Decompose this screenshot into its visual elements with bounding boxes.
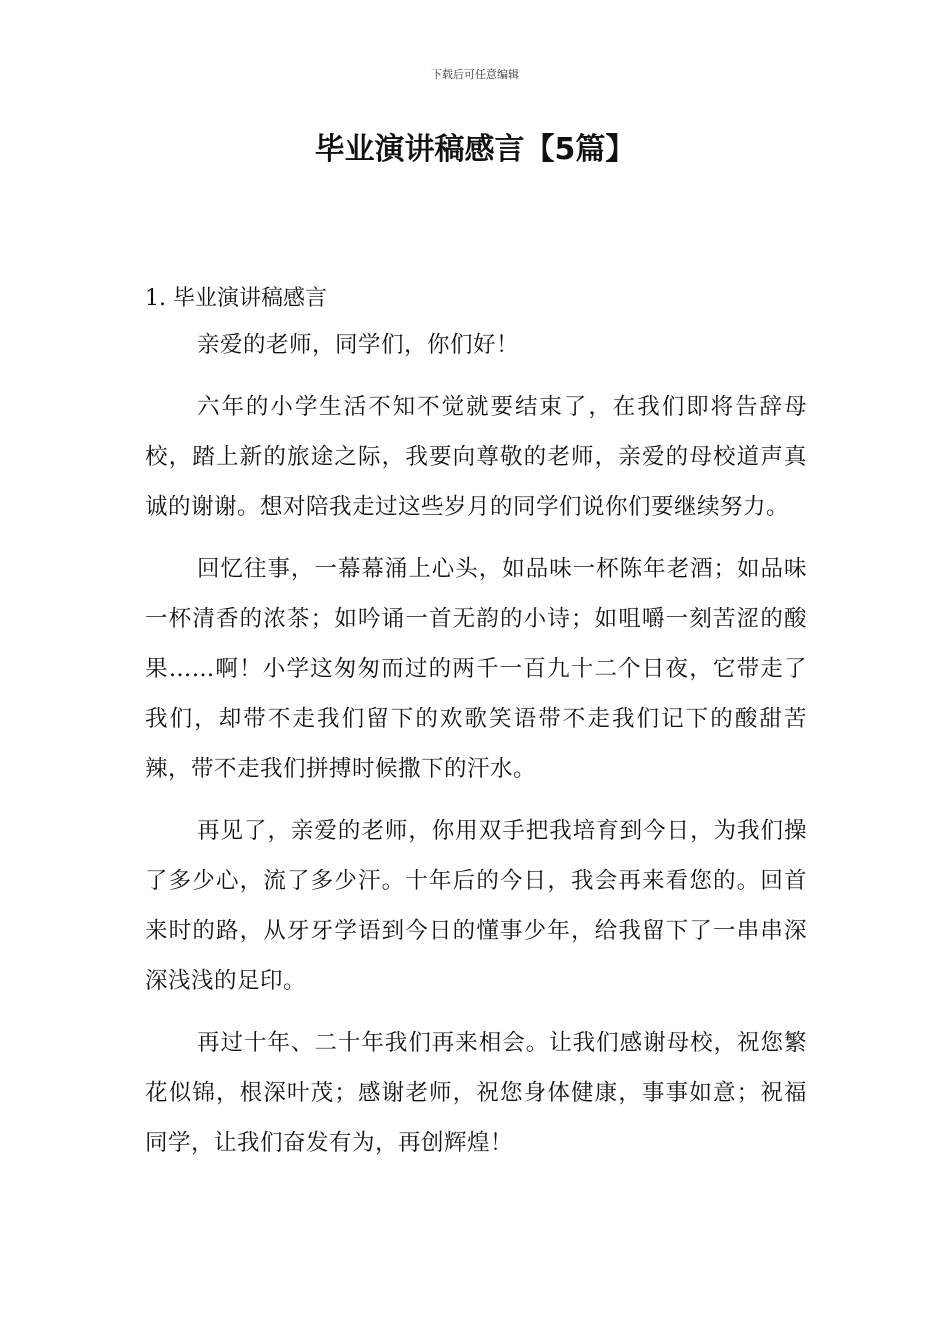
document-title: 毕业演讲稿感言【5篇】 <box>314 132 636 167</box>
paragraph: 六年的小学生活不知不觉就要结束了，在我们即将告辞母校，踏上新的旅途之际，我要向尊敬的老师，亲爱的母校道声真诚的谢谢。想对陪我走过这些岁月的同学们说你们要继续努力。 <box>145 394 807 520</box>
document-body <box>145 280 807 1168</box>
paragraph-greeting: 亲爱的老师，同学们，你们好！ <box>197 332 520 358</box>
section-heading: 1. 毕业演讲稿感言 <box>145 286 327 311</box>
paragraph: 再过十年、二十年我们再来相会。让我们感谢母校，祝您繁花似锦，根深叶茂；感谢老师，祝您身体健康，事事如意；祝福同学，让我们奋发有为，再创辉煌！ <box>145 1030 807 1156</box>
paragraph: 再见了，亲爱的老师，你用双手把我培育到今日，为我们操了多少心，流了多少汗。十年后的今日，我会再来看您的。回首来时的路，从牙牙学语到今日的懂事少年，给我留下了一串串深深浅浅的足印。 <box>145 818 807 994</box>
paragraph: 回忆往事，一幕幕涌上心头，如品味一杯陈年老酒；如品味一杯清香的浓茶；如吟诵一首无韵的小诗；如咀嚼一刻苦涩的酸果……啊！小学这匆匆而过的两千一百九十二个日夜，它带走了我们，却带不走我们留下的欢歌笑语带不走我们记下的酸甜苦辣，带不走我们拼搏时候撒下的汗水。 <box>145 556 807 782</box>
header-note: 下载后可任意编辑 <box>431 68 519 81</box>
